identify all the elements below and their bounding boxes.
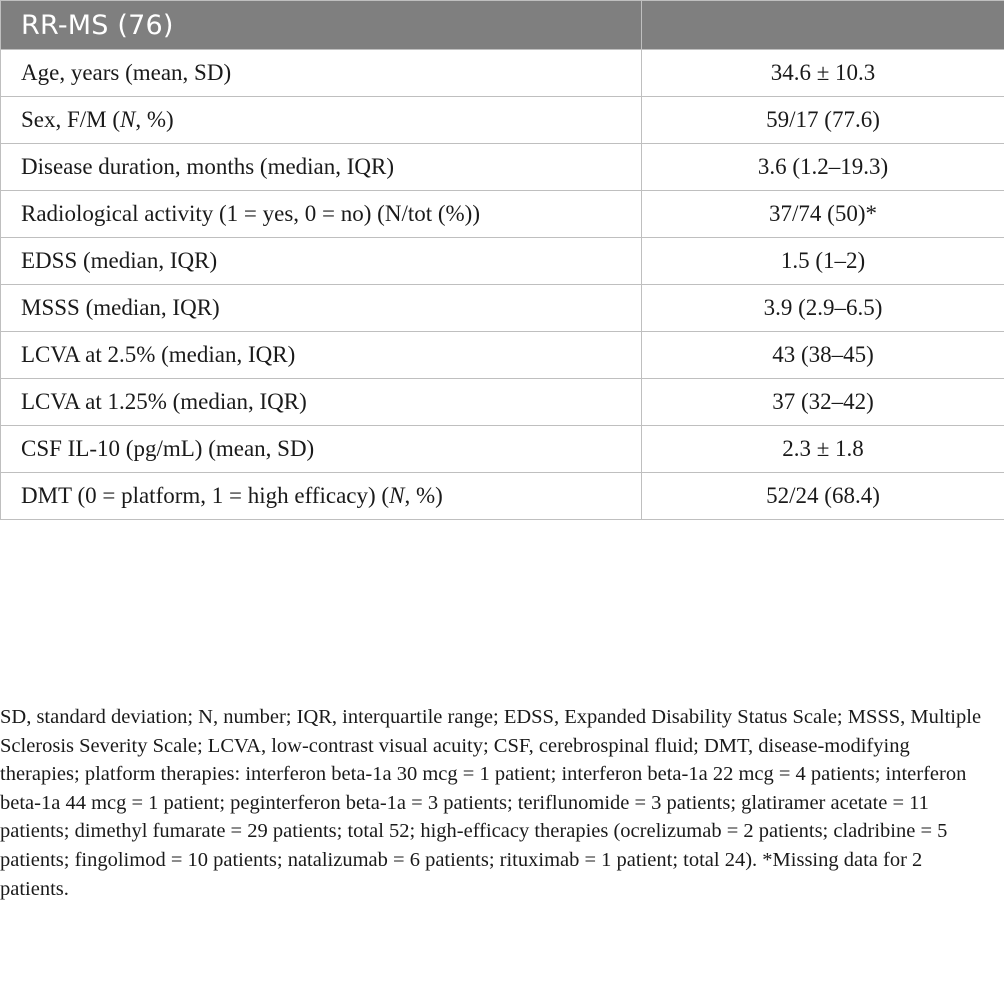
row-label: Sex, F/M (N, %) xyxy=(1,97,642,144)
table-row xyxy=(1,332,1004,379)
table-row xyxy=(1,426,1004,473)
row-value: 34.6 ± 10.3 xyxy=(642,50,1004,97)
table-header-row xyxy=(1,1,1004,50)
row-label: Age, years (mean, SD) xyxy=(1,50,642,97)
row-value: 2.3 ± 1.8 xyxy=(642,426,1004,473)
row-value: 43 (38–45) xyxy=(642,332,1004,379)
row-label: DMT (0 = platform, 1 = high efficacy) (N, %) xyxy=(1,473,642,520)
table-footnote: SD, standard deviation; N, number; IQR, interquartile range; EDSS, Expanded Disability Status Scale; MSSS, Multiple Sclerosis Severity Scale; LCVA, low-contrast visual acuity; CSF, cerebrospinal fluid; DMT, disease-modifying therapies; platform therapies: interferon beta-1a 30 mcg = 1 patient; interferon beta-1a 22 mcg = 4 patients; interferon beta-1a 44 mcg = 1 patient; peginterferon beta-1a = 3 patients; teriflunomide = 3 patients; glatiramer acetate = 11 patients; dimethyl fumarate = 29 patients; total 52; high-efficacy therapies (ocrelizumab = 2 patients; cladribine = 5 patients; fingolimod = 10 patients; natalizumab = 6 patients; rituximab = 1 patient; total 24). *Missing data for 2 patients. xyxy=(0,706,982,900)
table-row xyxy=(1,379,1004,426)
table-row xyxy=(1,285,1004,332)
table-row xyxy=(1,191,1004,238)
header-cohort-label: RR-MS (76) xyxy=(1,1,642,50)
table-row xyxy=(1,238,1004,285)
row-label: EDSS (median, IQR) xyxy=(1,238,642,285)
row-value: 3.6 (1.2–19.3) xyxy=(642,144,1004,191)
row-label: Disease duration, months (median, IQR) xyxy=(1,144,642,191)
row-label: LCVA at 1.25% (median, IQR) xyxy=(1,379,642,426)
row-label: Radiological activity (1 = yes, 0 = no) (N/tot (%)) xyxy=(1,191,642,238)
row-label: CSF IL-10 (pg/mL) (mean, SD) xyxy=(1,426,642,473)
row-value: 3.9 (2.9–6.5) xyxy=(642,285,1004,332)
row-value: 1.5 (1–2) xyxy=(642,238,1004,285)
table-row xyxy=(1,97,1004,144)
row-value: 59/17 (77.6) xyxy=(642,97,1004,144)
row-label: MSSS (median, IQR) xyxy=(1,285,642,332)
table-row xyxy=(1,50,1004,97)
row-value: 37/74 (50)* xyxy=(642,191,1004,238)
row-label: LCVA at 2.5% (median, IQR) xyxy=(1,332,642,379)
table-row xyxy=(1,473,1004,520)
header-value-column xyxy=(642,1,1004,50)
row-value: 52/24 (68.4) xyxy=(642,473,1004,520)
table-row xyxy=(1,144,1004,191)
row-value: 37 (32–42) xyxy=(642,379,1004,426)
